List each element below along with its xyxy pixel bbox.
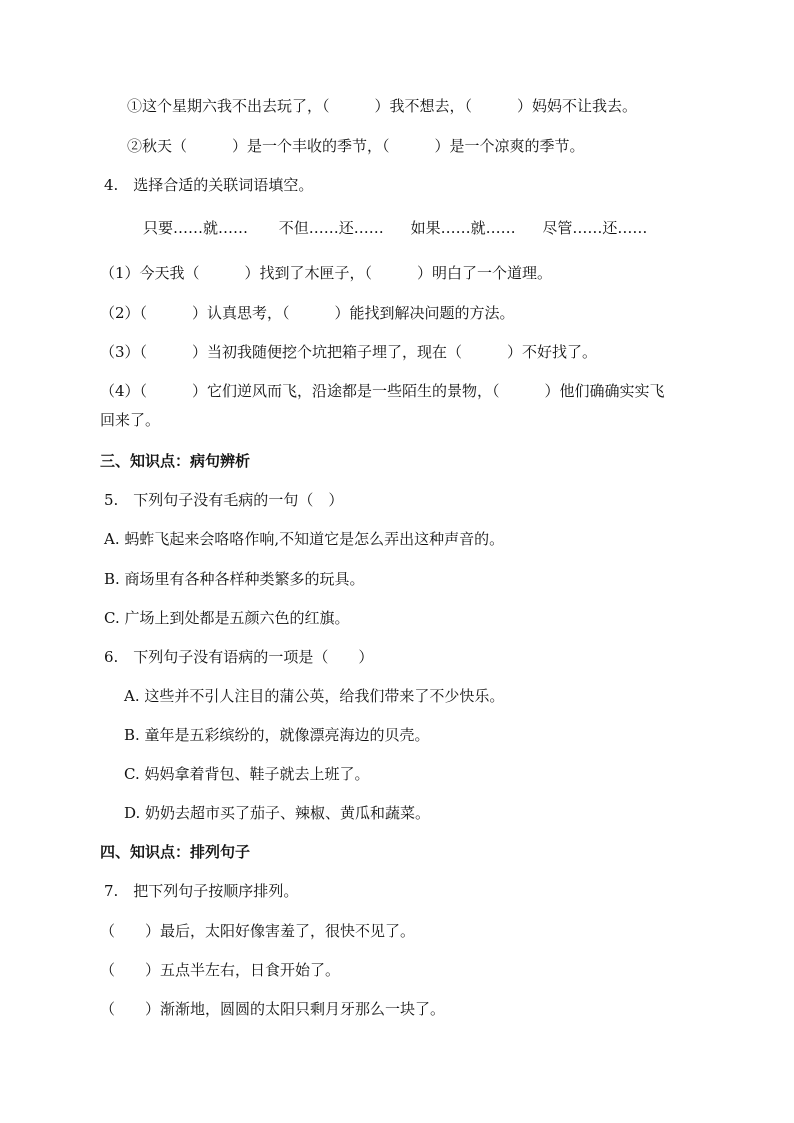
- section-4-heading: 四、知识点：排列句子: [100, 843, 251, 861]
- question-5-option-b: B. 商场里有各种各样种类繁多的玩具。: [104, 570, 365, 588]
- question-7-title: 7. 把下列句子按顺序排列。: [104, 882, 299, 900]
- option-item: 如果……就……: [410, 219, 516, 237]
- question-6-option-b: B. 童年是五彩缤纷的，就像漂亮海边的贝壳。: [124, 726, 430, 744]
- question-6-option-c: C. 妈妈拿着背包、鞋子就去上班了。: [124, 765, 370, 783]
- fill-line-2: ②秋天（ ）是一个丰收的季节，（ ）是一个凉爽的季节。: [127, 137, 585, 155]
- question-4-item-3: （3）（ ）当初我随便挖个坑把箱子埋了，现在（ ）不好找了。: [100, 343, 598, 361]
- question-7-item-3: （ ）渐渐地，圆圆的太阳只剩月牙那么一块了。: [100, 1000, 446, 1018]
- fill-line-1: ①这个星期六我不出去玩了，（ ）我不想去，（ ）妈妈不让我去。: [127, 97, 638, 115]
- question-6-option-a: A. 这些并不引人注目的蒲公英，给我们带来了不少快乐。: [124, 687, 505, 705]
- question-4-item-4-continued: 回来了。: [100, 411, 161, 429]
- question-4-item-4: （4）（ ）它们逆风而飞，沿途都是一些陌生的景物，（ ）他们确确实实飞: [100, 382, 665, 400]
- question-5-option-a: A. 蚂蚱飞起来会咯咯作响,不知道它是怎么弄出这种声音的。: [104, 530, 505, 548]
- question-4-item-2: （2）（ ）认真思考，（ ）能找到解决问题的方法。: [100, 304, 515, 322]
- question-4-item-1: （1）今天我（ ）找到了木匣子，（ ）明白了一个道理。: [100, 264, 553, 282]
- question-7-item-2: （ ）五点半左右，日食开始了。: [100, 961, 341, 979]
- option-item: 尽管……还……: [542, 219, 648, 237]
- conjunction-options: [143, 218, 647, 238]
- question-5-option-c: C. 广场上到处都是五颜六色的红旗。: [104, 609, 350, 627]
- question-4-title: 4. 选择合适的关联词语填空。: [104, 176, 314, 194]
- question-6-title: 6. 下列句子没有语病的一项是（ ）: [104, 648, 374, 666]
- question-5-title: 5. 下列句子没有毛病的一句（ ）: [104, 491, 344, 509]
- question-6-option-d: D. 奶奶去超市买了茄子、辣椒、黄瓜和蔬菜。: [124, 804, 431, 822]
- option-item: 只要……就……: [143, 219, 249, 237]
- option-item: 不但……还……: [278, 219, 384, 237]
- section-3-heading: 三、知识点：病句辨析: [100, 452, 251, 470]
- question-7-item-1: （ ）最后，太阳好像害羞了，很快不见了。: [100, 922, 416, 940]
